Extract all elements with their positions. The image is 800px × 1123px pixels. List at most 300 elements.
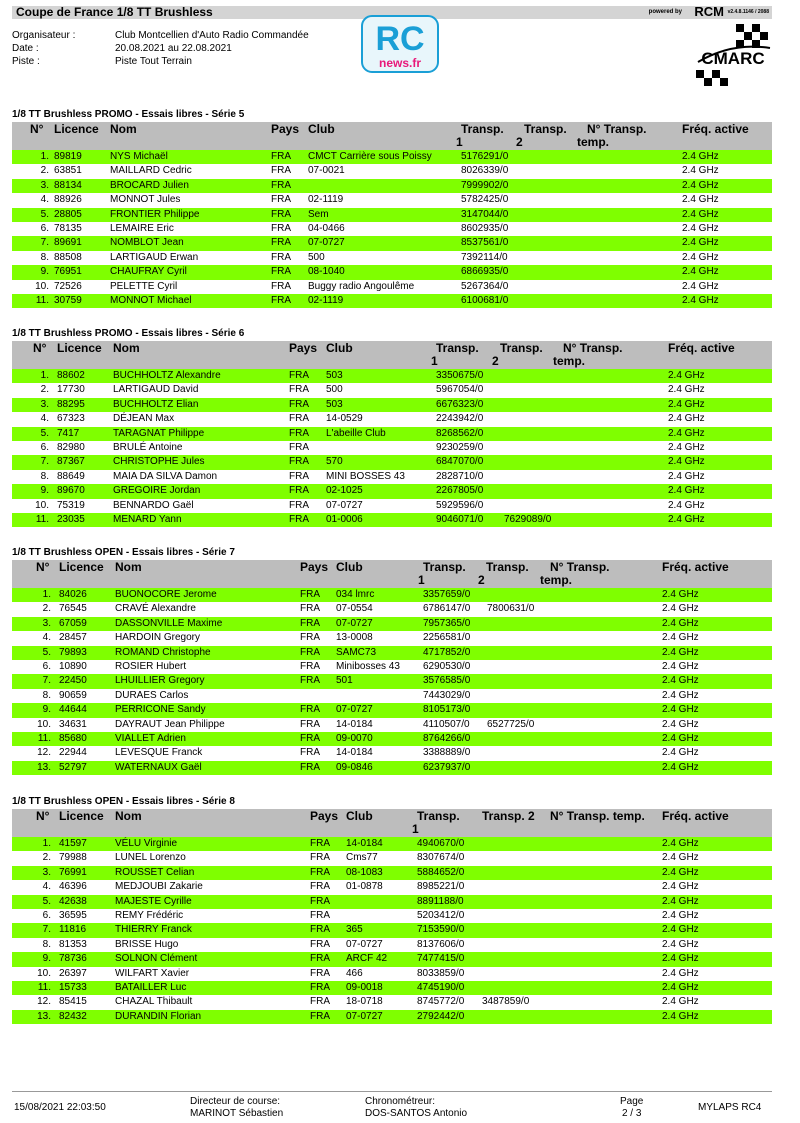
row-nom: BUONOCORE Jerome [115, 589, 217, 600]
row-position: 7. [42, 675, 51, 687]
table-row [12, 294, 772, 308]
piste-value: Piste Tout Terrain [115, 56, 192, 67]
row-licence: 88649 [57, 470, 85, 482]
row-pays: FRA [300, 704, 320, 716]
table-row [12, 732, 772, 746]
row-transp1: 8985221/0 [417, 881, 465, 893]
row-pays: FRA [310, 981, 330, 993]
row-club: Minibosses 43 [336, 660, 400, 672]
row-club: 503 [326, 398, 343, 410]
row-pays: FRA [289, 384, 309, 396]
col-transp-temp-sub: temp. [553, 354, 586, 368]
col-nom: Nom [115, 809, 142, 823]
row-position: 6. [40, 222, 49, 234]
col-transp1: Transp. [423, 560, 466, 574]
col-pays: Pays [300, 560, 329, 574]
row-nom: DURANDIN Florian [115, 1010, 202, 1022]
row-pays: FRA [310, 967, 330, 979]
table-row [12, 1010, 772, 1024]
row-pays: FRA [289, 413, 309, 425]
row-transp1: 3350675/0 [436, 370, 484, 381]
row-pays: FRA [310, 996, 330, 1008]
row-transp1: 8105173/0 [423, 704, 471, 716]
row-nom: LARTIGAUD Erwan [110, 251, 199, 263]
table-row [12, 412, 772, 426]
row-nom: MEDJOUBI Zakarie [115, 881, 203, 893]
row-club: 14-0184 [336, 718, 373, 730]
row-licence: 41597 [59, 838, 87, 849]
table-row [12, 880, 772, 894]
row-freq: 2.4 GHz [668, 441, 705, 453]
row-nom: PERRICONE Sandy [115, 704, 206, 716]
row-pays: FRA [271, 165, 291, 177]
section-title: 1/8 TT Brushless PROMO - Essais libres - Série 6 [12, 328, 245, 339]
row-licence: 87367 [57, 456, 85, 468]
row-licence: 81353 [59, 938, 87, 950]
row-club: 08-1040 [308, 266, 345, 278]
table-row [12, 236, 772, 250]
row-transp2: 7629089/0 [504, 513, 552, 525]
row-club: 02-1119 [308, 194, 344, 206]
row-pays: FRA [289, 427, 309, 439]
row-licence: 42638 [59, 895, 87, 907]
row-freq: 2.4 GHz [662, 996, 699, 1008]
row-club: 13-0008 [336, 632, 373, 644]
row-licence: 75319 [57, 499, 85, 511]
row-pays: FRA [310, 924, 330, 936]
row-transp1: 2828710/0 [436, 470, 484, 482]
row-freq: 2.4 GHz [682, 194, 719, 206]
row-transp1: 6786147/0 [423, 603, 471, 615]
row-nom: TARAGNAT Philippe [113, 427, 205, 439]
row-position: 1. [40, 151, 49, 162]
row-transp1: 4717852/0 [423, 646, 471, 658]
table-row [12, 938, 772, 952]
row-position: 4. [42, 632, 51, 644]
row-nom: CHAZAL Thibault [115, 996, 193, 1008]
row-transp2: 6527725/0 [487, 718, 535, 730]
footer-system: MYLAPS RC4 [698, 1102, 762, 1113]
row-licence: 72526 [54, 280, 82, 292]
row-freq: 2.4 GHz [668, 513, 705, 525]
col-pays: Pays [310, 809, 339, 823]
row-nom: LEMAIRE Eric [110, 222, 174, 234]
table-row [12, 631, 772, 645]
row-licence: 26397 [59, 967, 87, 979]
row-nom: HARDOIN Gregory [115, 632, 201, 644]
row-freq: 2.4 GHz [662, 632, 699, 644]
row-nom: LHUILLIER Gregory [115, 675, 205, 687]
row-transp1: 4745190/0 [417, 981, 465, 993]
row-position: 8. [42, 689, 51, 701]
row-position: 2. [40, 384, 49, 396]
row-club: ARCF 42 [346, 953, 388, 965]
row-pays: FRA [300, 718, 320, 730]
row-transp2: 7800631/0 [487, 603, 535, 615]
row-transp1: 3357659/0 [423, 589, 471, 600]
row-licence: 82980 [57, 441, 85, 453]
row-position: 8. [42, 938, 51, 950]
col-transp-temp: N° Transp. [587, 122, 647, 136]
row-club: 034 lmrc [336, 589, 375, 600]
row-nom: ROSIER Hubert [115, 660, 187, 672]
col-transp1: Transp. [436, 341, 479, 355]
row-licence: 76991 [59, 866, 87, 878]
col-club: Club [308, 122, 335, 136]
row-pays: FRA [310, 852, 330, 864]
table-row [12, 967, 772, 981]
col-transp1-sub: 1 [412, 822, 419, 836]
row-position: 2. [42, 603, 51, 615]
row-pays: FRA [289, 499, 309, 511]
rcnews-logo [360, 14, 440, 74]
table-row [12, 703, 772, 717]
section-title: 1/8 TT Brushless OPEN - Essais libres - Série 7 [12, 547, 235, 558]
table-row [12, 470, 772, 484]
row-position: 7. [40, 456, 49, 468]
row-pays: FRA [271, 194, 291, 206]
row-freq: 2.4 GHz [682, 165, 719, 177]
col-transp1: Transp. [417, 809, 460, 823]
row-transp1: 6866935/0 [461, 266, 509, 278]
row-club: 09-0846 [336, 761, 373, 773]
table-row [12, 909, 772, 923]
row-licence: 22944 [59, 747, 87, 759]
row-pays: FRA [289, 370, 309, 381]
row-position: 4. [40, 413, 49, 425]
row-licence: 17730 [57, 384, 85, 396]
row-licence: 88926 [54, 194, 82, 206]
table-row [12, 689, 772, 703]
row-club: 07-0727 [336, 617, 373, 629]
col-transp2: Transp. [500, 341, 543, 355]
col-licence: Licence [59, 560, 104, 574]
row-pays: FRA [271, 294, 291, 306]
row-nom: CRAVÉ Alexandre [115, 603, 196, 615]
row-position: 1. [42, 589, 51, 600]
table-row [12, 923, 772, 937]
row-position: 11. [35, 513, 49, 525]
row-licence: 30759 [54, 294, 82, 306]
row-nom: REMY Frédéric [115, 909, 184, 921]
col-transp1-sub: 1 [456, 135, 463, 149]
footer-divider [12, 1091, 772, 1092]
row-position: 4. [42, 881, 51, 893]
row-licence: 89819 [54, 151, 82, 162]
row-position: 5. [40, 208, 49, 220]
date-label: Date : [12, 43, 39, 54]
table-row [12, 150, 772, 164]
cmarc-logo [692, 22, 774, 88]
row-freq: 2.4 GHz [662, 747, 699, 759]
row-nom: ROMAND Christophe [115, 646, 211, 658]
row-freq: 2.4 GHz [662, 617, 699, 629]
row-transp1: 6237937/0 [423, 761, 471, 773]
footer-directeur [190, 1096, 283, 1120]
row-transp1: 5176291/0 [461, 151, 509, 162]
table-row [12, 193, 772, 207]
col-pays: Pays [271, 122, 300, 136]
row-licence: 23035 [57, 513, 85, 525]
row-licence: 28457 [59, 632, 87, 644]
row-club: 18-0718 [346, 996, 383, 1008]
row-licence: 67059 [59, 617, 87, 629]
row-nom: MENARD Yann [113, 513, 182, 525]
row-nom: BROCARD Julien [110, 179, 189, 191]
row-club: 08-1083 [346, 866, 383, 878]
row-licence: 88602 [57, 370, 85, 381]
row-transp1: 8268562/0 [436, 427, 484, 439]
event-title: Coupe de France 1/8 TT Brushless [16, 5, 213, 19]
row-nom: DÉJEAN Max [113, 413, 175, 425]
row-transp1: 5782425/0 [461, 194, 509, 206]
table-row [12, 646, 772, 660]
row-licence: 89691 [54, 237, 82, 249]
organisateur-value: Club Montcellien d'Auto Radio Commandée [115, 30, 309, 41]
row-pays: FRA [271, 222, 291, 234]
row-club: 07-0727 [308, 237, 345, 249]
col-freq: Fréq. active [668, 341, 735, 355]
row-licence: 84026 [59, 589, 87, 600]
row-freq: 2.4 GHz [662, 967, 699, 979]
row-licence: 67323 [57, 413, 85, 425]
row-licence: 79988 [59, 852, 87, 864]
table-row [12, 866, 772, 880]
row-nom: MONNOT Jules [110, 194, 181, 206]
row-club: 501 [336, 675, 353, 687]
row-nom: BENNARDO Gaël [113, 499, 194, 511]
col-transp-temp: N° Transp. [563, 341, 623, 355]
table-header [12, 809, 772, 837]
row-freq: 2.4 GHz [662, 881, 699, 893]
row-freq: 2.4 GHz [668, 427, 705, 439]
row-pays: FRA [271, 151, 291, 162]
col-transp-temp-sub: temp. [577, 135, 610, 149]
row-position: 3. [40, 179, 49, 191]
row-transp1: 4940670/0 [417, 838, 465, 849]
row-transp1: 7957365/0 [423, 617, 471, 629]
row-licence: 34631 [59, 718, 87, 730]
row-position: 10. [37, 718, 51, 730]
row-position: 4. [40, 194, 49, 206]
col-transp-temp: N° Transp. temp. [550, 809, 645, 823]
table-row [12, 280, 772, 294]
table-row [12, 208, 772, 222]
row-licence: 44644 [59, 704, 87, 716]
row-pays: FRA [310, 881, 330, 893]
row-club: MINI BOSSES 43 [326, 470, 405, 482]
row-position: 2. [42, 852, 51, 864]
col-transp1-sub: 1 [418, 573, 425, 587]
row-transp1: 8602935/0 [461, 222, 509, 234]
row-nom: MAIA DA SILVA Damon [113, 470, 218, 482]
row-pays: FRA [289, 398, 309, 410]
row-pays: FRA [310, 909, 330, 921]
row-freq: 2.4 GHz [668, 470, 705, 482]
row-nom: WATERNAUX Gaël [115, 761, 202, 773]
row-nom: MAILLARD Cedric [110, 165, 192, 177]
row-transp1: 6676323/0 [436, 398, 484, 410]
row-freq: 2.4 GHz [662, 909, 699, 921]
row-nom: LARTIGAUD David [113, 384, 199, 396]
row-freq: 2.4 GHz [662, 924, 699, 936]
row-club: 04-0466 [308, 222, 345, 234]
col-transp2-sub: 2 [492, 354, 499, 368]
col-club: Club [326, 341, 353, 355]
row-nom: DURAES Carlos [115, 689, 189, 701]
row-freq: 2.4 GHz [682, 237, 719, 249]
row-club: Cms77 [346, 852, 378, 864]
row-nom: MAJESTE Cyrille [115, 895, 192, 907]
row-freq: 2.4 GHz [662, 718, 699, 730]
col-club: Club [346, 809, 373, 823]
table-body [12, 369, 772, 527]
row-freq: 2.4 GHz [662, 866, 699, 878]
row-club: Sem [308, 208, 329, 220]
row-club: 570 [326, 456, 343, 468]
powered-by: powered by [648, 9, 682, 15]
row-freq: 2.4 GHz [682, 280, 719, 292]
table-body [12, 837, 772, 1024]
table-row [12, 369, 772, 383]
row-club: 02-1025 [326, 485, 363, 497]
col-freq: Fréq. active [662, 809, 729, 823]
row-freq: 2.4 GHz [668, 413, 705, 425]
row-transp1: 8537561/0 [461, 237, 509, 249]
row-position: 11. [37, 981, 51, 993]
row-pays: FRA [289, 485, 309, 497]
row-position: 5. [40, 427, 49, 439]
row-nom: CHRISTOPHE Jules [113, 456, 205, 468]
row-freq: 2.4 GHz [662, 732, 699, 744]
news-logo-text: news.fr [378, 56, 422, 70]
col-pays: Pays [289, 341, 318, 355]
row-transp1: 7392114/0 [461, 251, 508, 263]
row-pays: FRA [271, 266, 291, 278]
table-row [12, 222, 772, 236]
col-transp2: Transp. 2 [482, 809, 535, 823]
row-club: CMCT Carrière sous Poissy [308, 151, 432, 162]
table-row [12, 746, 772, 760]
row-freq: 2.4 GHz [682, 266, 719, 278]
row-nom: VÉLU Virginie [115, 838, 178, 849]
row-nom: GREGOIRE Jordan [113, 485, 201, 497]
row-pays: FRA [300, 761, 320, 773]
row-licence: 78736 [59, 953, 87, 965]
row-position: 13. [37, 1010, 51, 1022]
row-transp1: 2243942/0 [436, 413, 484, 425]
row-position: 9. [40, 266, 49, 278]
row-club: 07-0021 [308, 165, 345, 177]
row-position: 12. [37, 996, 51, 1008]
row-club: 07-0727 [336, 704, 373, 716]
table-row [12, 179, 772, 193]
row-position: 5. [42, 646, 51, 658]
page-label: Page [620, 1096, 644, 1107]
row-position: 10. [35, 280, 49, 292]
version: v2.4.8.1146 / 2088 [727, 9, 769, 15]
col-transp-temp-sub: temp. [540, 573, 573, 587]
chrono-label: Chronométreur: [365, 1096, 436, 1107]
table-row [12, 660, 772, 674]
row-transp1: 2267805/0 [436, 485, 484, 497]
row-club: 503 [326, 370, 343, 381]
col-pos: N° [33, 341, 47, 355]
col-nom: Nom [113, 341, 140, 355]
col-freq: Fréq. active [682, 122, 749, 136]
section-title: 1/8 TT Brushless PROMO - Essais libres - Série 5 [12, 109, 245, 120]
row-licence: 88295 [57, 398, 85, 410]
row-licence: 10890 [59, 660, 87, 672]
row-nom: DASSONVILLE Maxime [115, 617, 223, 629]
table-row [12, 484, 772, 498]
cmarc-logo-text: CMARC [701, 49, 765, 68]
row-nom: NYS Michaël [110, 151, 168, 162]
row-club: 14-0529 [326, 413, 363, 425]
row-position: 3. [42, 866, 51, 878]
row-club: 07-0727 [346, 938, 383, 950]
row-nom: BUCHHOLTZ Alexandre [113, 370, 221, 381]
row-club: Buggy radio Angoulême [308, 280, 415, 292]
row-position: 1. [42, 838, 51, 849]
row-position: 6. [42, 909, 51, 921]
row-licence: 52797 [59, 761, 87, 773]
row-licence: 88134 [54, 179, 82, 191]
row-pays: FRA [310, 1010, 330, 1022]
table-body [12, 150, 772, 308]
table-row [12, 837, 772, 851]
row-transp1: 7477415/0 [417, 953, 465, 965]
row-pays: FRA [300, 675, 320, 687]
row-position: 6. [40, 441, 49, 453]
row-freq: 2.4 GHz [662, 704, 699, 716]
row-freq: 2.4 GHz [662, 603, 699, 615]
footer-chrono [365, 1096, 467, 1120]
row-licence: 79893 [59, 646, 87, 658]
row-position: 7. [40, 237, 49, 249]
row-freq: 2.4 GHz [668, 456, 705, 468]
row-pays: FRA [310, 953, 330, 965]
row-transp1: 2256581/0 [423, 632, 471, 644]
table-header [12, 341, 772, 369]
row-club: 500 [308, 251, 325, 263]
col-pos: N° [36, 809, 50, 823]
col-pos: N° [36, 560, 50, 574]
row-pays: FRA [300, 660, 320, 672]
table-header [12, 560, 772, 588]
row-licence: 78135 [54, 222, 82, 234]
row-transp1: 9230259/0 [436, 441, 484, 453]
table-row [12, 455, 772, 469]
row-transp1: 6290530/0 [423, 660, 471, 672]
row-transp1: 6100681/0 [461, 294, 509, 306]
row-licence: 90659 [59, 689, 87, 701]
col-freq: Fréq. active [662, 560, 729, 574]
row-club: 01-0006 [326, 513, 363, 525]
table-row [12, 851, 772, 865]
row-nom: SOLNON Clément [115, 953, 198, 965]
table-row [12, 995, 772, 1009]
row-position: 3. [40, 398, 49, 410]
row-pays: FRA [289, 456, 309, 468]
row-pays: FRA [271, 179, 291, 191]
row-pays: FRA [300, 603, 320, 615]
table-row [12, 617, 772, 631]
row-licence: 76545 [59, 603, 87, 615]
row-licence: 46396 [59, 881, 87, 893]
row-pays: FRA [271, 237, 291, 249]
row-position: 1. [40, 370, 49, 381]
